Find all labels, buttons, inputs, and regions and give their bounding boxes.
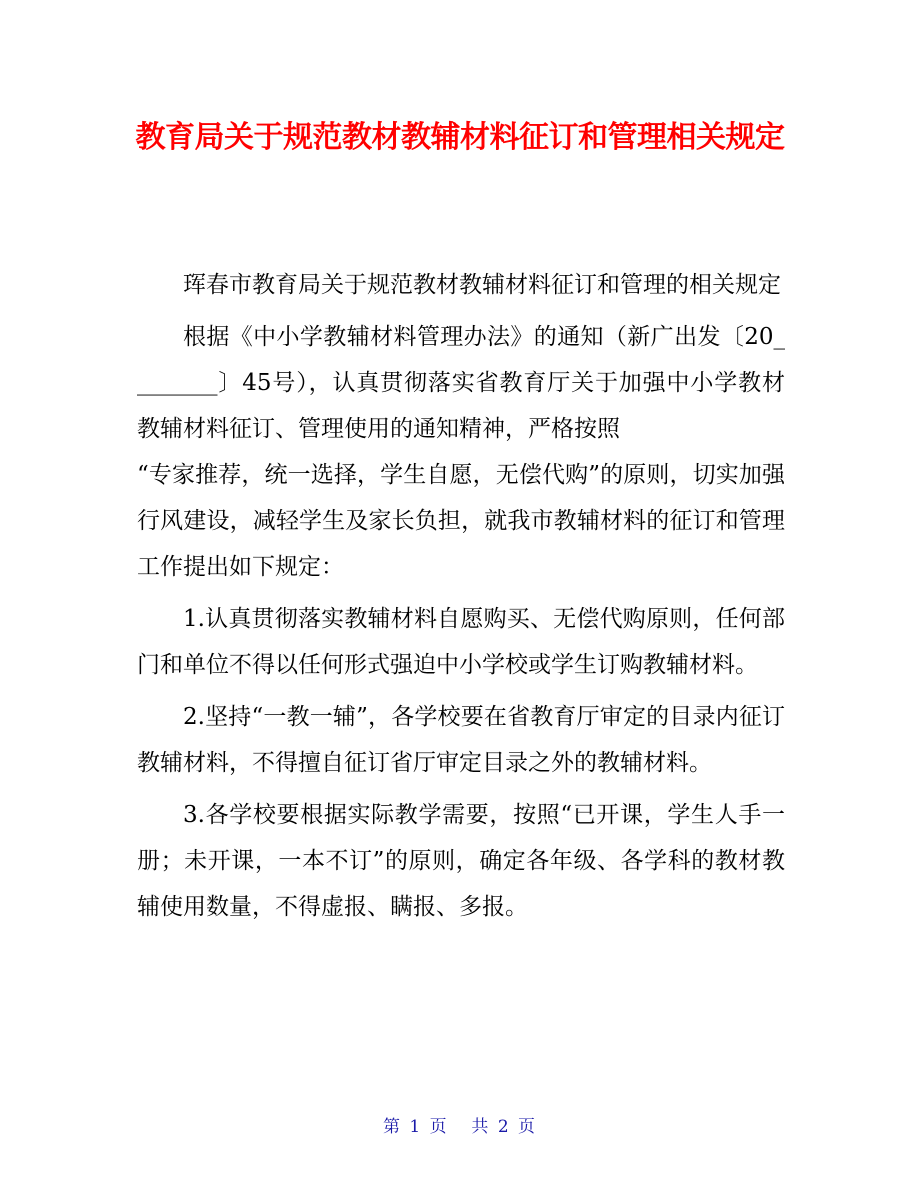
page-footer [0,1112,920,1137]
document-title: 教育局关于规范教材教辅材料征订和管理相关规定 [135,120,785,155]
footer-label-total: 共 [471,1117,491,1137]
paragraph-heading: 珲春市教育局关于规范教材教辅材料征订和管理的相关规定 [183,272,781,298]
document-body [137,262,785,936]
paragraph-basis: 根据《中小学教辅材料管理办法》的通知（新广出发〔20________〕45号），认真贯彻落实省教育厅关于加强中小学教材教辅材料征订、管理使用的通知精神，严格按照 [137,324,785,442]
footer-current-page: 1 [409,1117,423,1137]
paragraph-rule-1: 1.认真贯彻落实教辅材料自愿购买、无偿代购原则，任何部门和单位不得以任何形式强迫中小学校或学生订购教辅材料。 [137,606,785,678]
footer-label-ye2: 页 [518,1117,538,1137]
paragraph-principle: “专家推荐，统一选择，学生自愿，无偿代购”的原则，切实加强行风建设，减轻学生及家长负担，就我市教辅材料的征订和管理工作提出如下规定： [137,462,785,580]
footer-label-page: 第 [382,1117,402,1137]
footer-total-pages: 2 [497,1117,511,1137]
footer-label-ye: 页 [429,1117,449,1137]
paragraph-rule-3: 3.各学校要根据实际教学需要，按照“已开课，学生人手一册；未开课，一本不订”的原则，确定各年级、各学科的教材教辅使用数量，不得虚报、瞒报、多报。 [137,802,785,920]
paragraph-rule-2: 2.坚持“一教一辅”，各学校要在省教育厅审定的目录内征订教辅材料，不得擅自征订省厅审定目录之外的教辅材料。 [137,704,785,776]
